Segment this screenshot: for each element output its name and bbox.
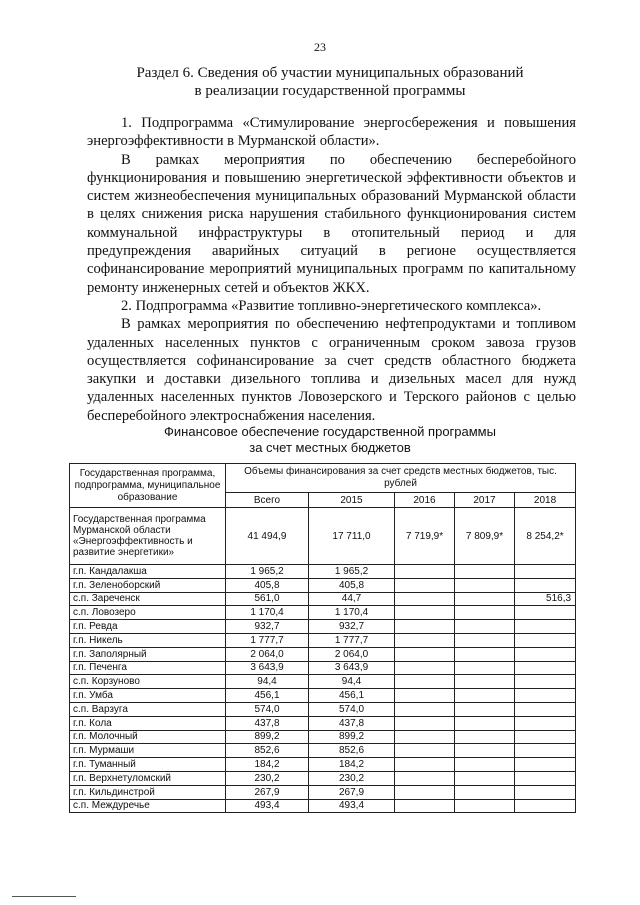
section-title xyxy=(60,64,600,100)
section-title-line-1: Раздел 6. Сведения об участии муниципальных образований xyxy=(136,65,524,81)
cell-2017 xyxy=(455,633,515,647)
program-2015: 17 711,0 xyxy=(309,508,395,565)
subheader-2016: 2016 xyxy=(395,493,455,508)
cell-2017 xyxy=(455,716,515,730)
cell-2016 xyxy=(395,771,455,785)
cell-2016 xyxy=(395,799,455,813)
municipality-name: г.п. Ревда xyxy=(70,620,226,634)
cell-2018 xyxy=(515,689,576,703)
footer-divider xyxy=(12,896,76,897)
cell-2018 xyxy=(515,606,576,620)
cell-2015: 1 170,4 xyxy=(309,606,395,620)
cell-total: 899,2 xyxy=(226,730,309,744)
table-caption xyxy=(60,424,600,456)
cell-2017 xyxy=(455,565,515,579)
cell-total: 1 777,7 xyxy=(226,633,309,647)
cell-2016 xyxy=(395,744,455,758)
subheader-2017: 2017 xyxy=(455,493,515,508)
municipality-name: г.п. Умба xyxy=(70,689,226,703)
program-name: Государственная программа Мурманской области «Энергоэффективность и развитие энергетики» xyxy=(70,508,226,565)
program-row xyxy=(70,508,576,565)
cell-2015: 437,8 xyxy=(309,716,395,730)
table-row xyxy=(70,606,576,620)
cell-2018 xyxy=(515,702,576,716)
cell-total: 230,2 xyxy=(226,771,309,785)
cell-2015: 3 643,9 xyxy=(309,661,395,675)
column-header-name: Государственная программа, подпрограмма, муниципальное образование xyxy=(70,464,226,508)
cell-2015: 94,4 xyxy=(309,675,395,689)
cell-2017 xyxy=(455,758,515,772)
cell-2015: 267,9 xyxy=(309,785,395,799)
municipality-name: г.п. Кола xyxy=(70,716,226,730)
subheader-total: Всего xyxy=(226,493,309,508)
table-caption-line-2: за счет местных бюджетов xyxy=(249,440,411,455)
cell-2016 xyxy=(395,565,455,579)
municipality-name: г.п. Никель xyxy=(70,633,226,647)
cell-2017 xyxy=(455,799,515,813)
cell-2018: 516,3 xyxy=(515,592,576,606)
cell-2015: 2 064,0 xyxy=(309,647,395,661)
cell-total: 493,4 xyxy=(226,799,309,813)
cell-2017 xyxy=(455,647,515,661)
table-row xyxy=(70,689,576,703)
cell-2016 xyxy=(395,633,455,647)
cell-2015: 493,4 xyxy=(309,799,395,813)
cell-2017 xyxy=(455,675,515,689)
cell-2018 xyxy=(515,675,576,689)
cell-2015: 184,2 xyxy=(309,758,395,772)
municipality-name: г.п. Мурмаши xyxy=(70,744,226,758)
section-title-line-2: в реализации государственной программы xyxy=(194,83,466,99)
municipality-name: с.п. Междуречье xyxy=(70,799,226,813)
cell-total: 184,2 xyxy=(226,758,309,772)
municipality-name: с.п. Зареченск xyxy=(70,592,226,606)
paragraph-subprogram-1-body: В рамках мероприятия по обеспечению бесперебойного функционирования и повышению энергетической эффективности объектов и систем жизнеобеспечения муниципальных образований Мурманской области в целях снижения риска нарушения стабильного функционирования систем коммунальной инфраструктуры в отопительный период и для предупреждения аварийных ситуаций в регионе осуществляется софинансирование мероприятий муниципальных программ по капитальному ремонту инженерных сетей и объектов ЖКХ. xyxy=(87,151,576,296)
cell-2017 xyxy=(455,730,515,744)
municipality-name: г.п. Молочный xyxy=(70,730,226,744)
cell-total: 852,6 xyxy=(226,744,309,758)
cell-2016 xyxy=(395,647,455,661)
cell-total: 3 643,9 xyxy=(226,661,309,675)
program-total: 41 494,9 xyxy=(226,508,309,565)
cell-2018 xyxy=(515,578,576,592)
cell-2018 xyxy=(515,771,576,785)
cell-total: 574,0 xyxy=(226,702,309,716)
cell-2016 xyxy=(395,758,455,772)
cell-2017 xyxy=(455,661,515,675)
municipality-name: г.п. Туманный xyxy=(70,758,226,772)
municipality-name: г.п. Заполярный xyxy=(70,647,226,661)
cell-2015: 44,7 xyxy=(309,592,395,606)
body-text xyxy=(87,114,576,425)
municipality-name: с.п. Варзуга xyxy=(70,702,226,716)
table-row xyxy=(70,758,576,772)
subheader-2015: 2015 xyxy=(309,493,395,508)
table-row xyxy=(70,716,576,730)
column-header-volume: Объемы финансирования за счет средств местных бюджетов, тыс. рублей xyxy=(226,464,576,493)
paragraph-subprogram-2-body: В рамках мероприятия по обеспечению нефтепродуктами и топливом удаленных населенных пунктов с ограниченным сроком завоза грузов осуществляется софинансирование за счет средств областного бюджета закупки и доставки дизельного топлива и дизельных масел для нужд удаленных населенных пунктов Ловозерского и Терского районов с целью бесперебойного электроснабжения населения. xyxy=(87,316,576,424)
municipality-name: г.п. Кильдинстрой xyxy=(70,785,226,799)
cell-2016 xyxy=(395,606,455,620)
financing-table xyxy=(69,463,576,813)
municipality-name: г.п. Печенга xyxy=(70,661,226,675)
table-row xyxy=(70,744,576,758)
table-row xyxy=(70,661,576,675)
cell-2017 xyxy=(455,606,515,620)
table-row xyxy=(70,730,576,744)
cell-total: 561,0 xyxy=(226,592,309,606)
cell-2015: 456,1 xyxy=(309,689,395,703)
program-2018: 8 254,2* xyxy=(515,508,576,565)
table-row xyxy=(70,592,576,606)
municipality-name: г.п. Верхнетуломский xyxy=(70,771,226,785)
cell-2016 xyxy=(395,620,455,634)
cell-2016 xyxy=(395,716,455,730)
cell-2015: 1 965,2 xyxy=(309,565,395,579)
municipality-name: с.п. Ловозеро xyxy=(70,606,226,620)
cell-2017 xyxy=(455,744,515,758)
cell-2018 xyxy=(515,633,576,647)
cell-2018 xyxy=(515,758,576,772)
table-row xyxy=(70,620,576,634)
cell-2017 xyxy=(455,689,515,703)
cell-2017 xyxy=(455,578,515,592)
cell-2016 xyxy=(395,702,455,716)
cell-2015: 574,0 xyxy=(309,702,395,716)
cell-2017 xyxy=(455,702,515,716)
cell-total: 405,8 xyxy=(226,578,309,592)
cell-2016 xyxy=(395,730,455,744)
municipality-name: г.п. Зеленоборский xyxy=(70,578,226,592)
cell-2016 xyxy=(395,592,455,606)
cell-2015: 852,6 xyxy=(309,744,395,758)
cell-total: 932,7 xyxy=(226,620,309,634)
table-row xyxy=(70,565,576,579)
cell-2017 xyxy=(455,620,515,634)
cell-total: 2 064,0 xyxy=(226,647,309,661)
page-number: 23 xyxy=(314,40,326,54)
cell-total: 1 965,2 xyxy=(226,565,309,579)
cell-2015: 405,8 xyxy=(309,578,395,592)
cell-2018 xyxy=(515,744,576,758)
cell-2018 xyxy=(515,730,576,744)
program-2016: 7 719,9* xyxy=(395,508,455,565)
table-row xyxy=(70,771,576,785)
cell-2018 xyxy=(515,661,576,675)
cell-2018 xyxy=(515,565,576,579)
cell-2016 xyxy=(395,675,455,689)
subheader-2018: 2018 xyxy=(515,493,576,508)
cell-2018 xyxy=(515,647,576,661)
table-row xyxy=(70,675,576,689)
cell-2016 xyxy=(395,578,455,592)
cell-2015: 230,2 xyxy=(309,771,395,785)
cell-2018 xyxy=(515,785,576,799)
cell-2015: 1 777,7 xyxy=(309,633,395,647)
cell-total: 437,8 xyxy=(226,716,309,730)
cell-2015: 932,7 xyxy=(309,620,395,634)
cell-2017 xyxy=(455,771,515,785)
table-row xyxy=(70,578,576,592)
cell-2016 xyxy=(395,785,455,799)
cell-2016 xyxy=(395,689,455,703)
cell-total: 1 170,4 xyxy=(226,606,309,620)
cell-2016 xyxy=(395,661,455,675)
cell-total: 267,9 xyxy=(226,785,309,799)
cell-2017 xyxy=(455,785,515,799)
program-2017: 7 809,9* xyxy=(455,508,515,565)
cell-total: 94,4 xyxy=(226,675,309,689)
table-caption-line-1: Финансовое обеспечение государственной программы xyxy=(164,424,496,439)
cell-2018 xyxy=(515,799,576,813)
table-row xyxy=(70,799,576,813)
table-row xyxy=(70,785,576,799)
municipality-name: г.п. Кандалакша xyxy=(70,565,226,579)
paragraph-subprogram-1-title: 1. Подпрограмма «Стимулирование энергосбережения и повышения энергоэффективности в Мурманской области». xyxy=(87,115,576,150)
table-row xyxy=(70,702,576,716)
cell-2018 xyxy=(515,620,576,634)
table-row xyxy=(70,633,576,647)
municipality-name: с.п. Корзуново xyxy=(70,675,226,689)
table-row xyxy=(70,647,576,661)
cell-2017 xyxy=(455,592,515,606)
cell-2015: 899,2 xyxy=(309,730,395,744)
cell-total: 456,1 xyxy=(226,689,309,703)
paragraph-subprogram-2-title: 2. Подпрограмма «Развитие топливно-энергетического комплекса». xyxy=(121,297,542,314)
cell-2018 xyxy=(515,716,576,730)
